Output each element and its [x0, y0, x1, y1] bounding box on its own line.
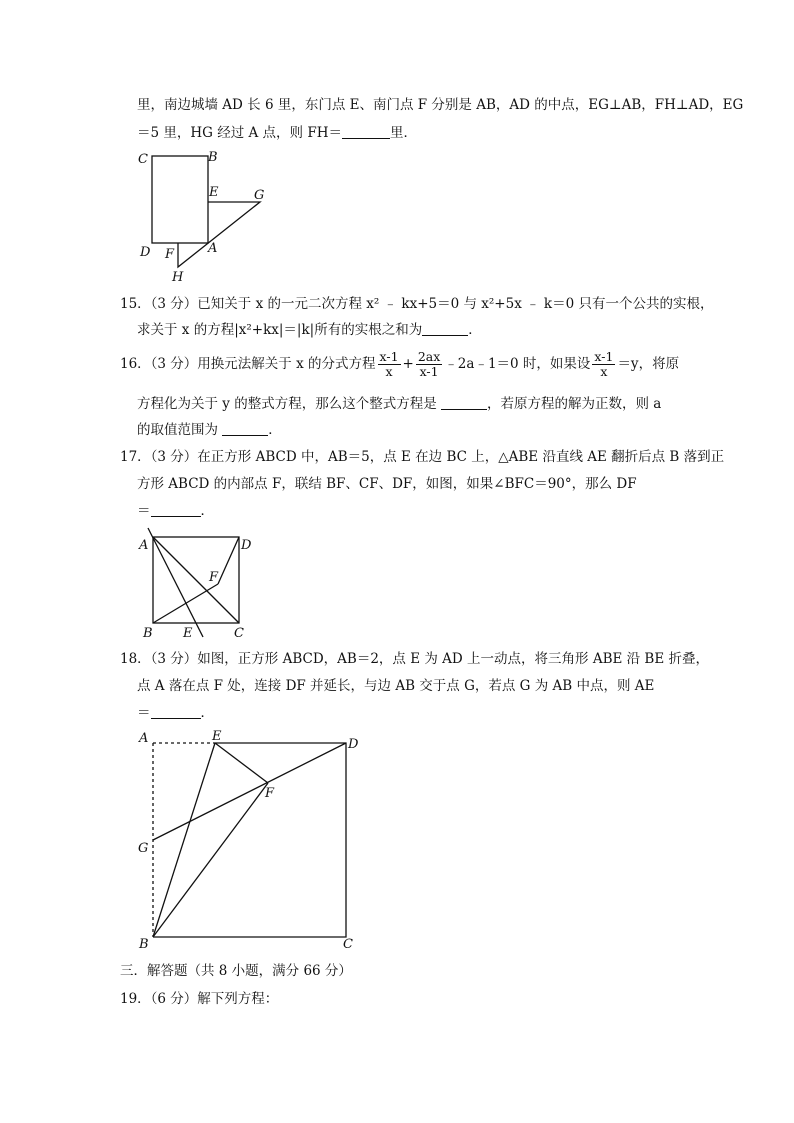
q18-line-1: 18．（3 分）如图，正方形 ABCD，AB＝2，点 E 为 AD 上一动点，将三角形 ABE 沿 BE 折叠，: [120, 651, 709, 667]
q16-fraction-3-denominator: x: [600, 364, 608, 379]
q16-fraction-2-denominator: x-1: [419, 364, 439, 379]
q18-line-3-end: ．: [200, 705, 214, 721]
q17-line-3-end: ．: [200, 503, 214, 519]
q18-label-e: E: [212, 729, 222, 744]
q16-fraction-2-numerator: 2ax: [417, 349, 441, 364]
q18-label-a: A: [139, 731, 149, 746]
q17-line-2: 方形 ABCD 的内部点 F，联结 BF、CF、DF，如图，如果∠BFC＝90°，那么 DF: [137, 476, 637, 492]
q18-label-d: D: [348, 737, 359, 752]
q16-line-3-end: ．: [268, 422, 282, 438]
q19-line-1: 19．（6 分）解下列方程：: [120, 991, 279, 1007]
q17-line-3-text: ＝: [137, 503, 151, 519]
q16-fraction-3-numerator: x-1: [594, 349, 614, 364]
q17-label-f: F: [209, 570, 219, 585]
q16-fraction-1-denominator: x: [385, 364, 393, 379]
q14-label-b: B: [208, 150, 218, 165]
q17-label-a: A: [139, 538, 149, 553]
q14-line-1: 里，南边城墙 AD 长 6 里，东门点 E、南门点 F 分别是 AB，AD 的中点，EG⊥AB，FH⊥AD，EG: [137, 97, 744, 113]
q18-line-3-text: ＝: [137, 705, 151, 721]
q17-label-d: D: [241, 538, 252, 553]
q14-line-2-end: 里．: [390, 125, 417, 141]
q16-line-3-text: 的取值范围为: [137, 422, 218, 438]
q16-line-1-end: ＝y，将原: [617, 356, 680, 372]
q17-label-e: E: [183, 626, 193, 641]
q16-fraction-1-numerator: x-1: [379, 349, 399, 364]
q14-line-2-text: ＝5 里，HG 经过 A 点，则 FH＝: [137, 125, 342, 141]
section-3-heading: 三．解答题（共 8 小题，满分 66 分）: [120, 963, 352, 979]
q18-label-c: C: [343, 937, 353, 952]
q17-label-b: B: [143, 626, 153, 641]
q14-label-e: E: [209, 185, 219, 200]
q14-label-g: G: [254, 188, 265, 203]
q18-square-edcb: [153, 743, 346, 937]
q14-label-a: A: [208, 241, 218, 256]
q17-label-c: C: [234, 626, 244, 641]
q14-label-h: H: [172, 270, 184, 285]
q18-line-2: 点 A 落在点 F 处，连接 DF 并延长，与边 AB 交于点 G，若点 G 为 AB 中点，则 AE: [137, 678, 655, 694]
q14-label-d: D: [140, 245, 151, 260]
q17-line-1: 17．（3 分）在正方形 ABCD 中，AB＝5，点 E 在边 BC 上，△ABE 沿直线 AE 翻折后点 B 落到正: [120, 449, 725, 465]
q14-label-f: F: [165, 247, 175, 262]
q16-line-1-mid: ﹣2a﹣1＝0 时，如果设: [444, 356, 591, 372]
q16-plus: +: [402, 356, 414, 372]
q18-segment-be: [153, 743, 215, 937]
q18-label-f: F: [265, 786, 275, 801]
q16-line-2-text: 方程化为关于 y 的整式方程，那么这个整式方程是: [137, 396, 437, 412]
q15-line-2-end: ．: [468, 322, 482, 338]
q16-line-1-text: 16．（3 分）用换元法解关于 x 的分式方程: [120, 356, 376, 372]
q18-segment-ef: [215, 743, 268, 783]
q18-label-b: B: [139, 937, 149, 952]
q18-segment-dg: [153, 743, 346, 840]
q14-label-c: C: [138, 152, 148, 167]
q15-line-2-text: 求关于 x 的方程|x²+kx|＝|k|所有的实根之和为: [137, 322, 423, 338]
q18-segment-bf: [153, 783, 268, 937]
q18-label-g: G: [138, 841, 149, 856]
q16-line-2-end: ，若原方程的解为正数，则 a: [487, 396, 662, 412]
q15-line-1: 15．（3 分）已知关于 x 的一元二次方程 x² ﹣ kx+5＝0 与 x²+5x ﹣ k＝0 只有一个公共的实根，: [120, 296, 714, 312]
